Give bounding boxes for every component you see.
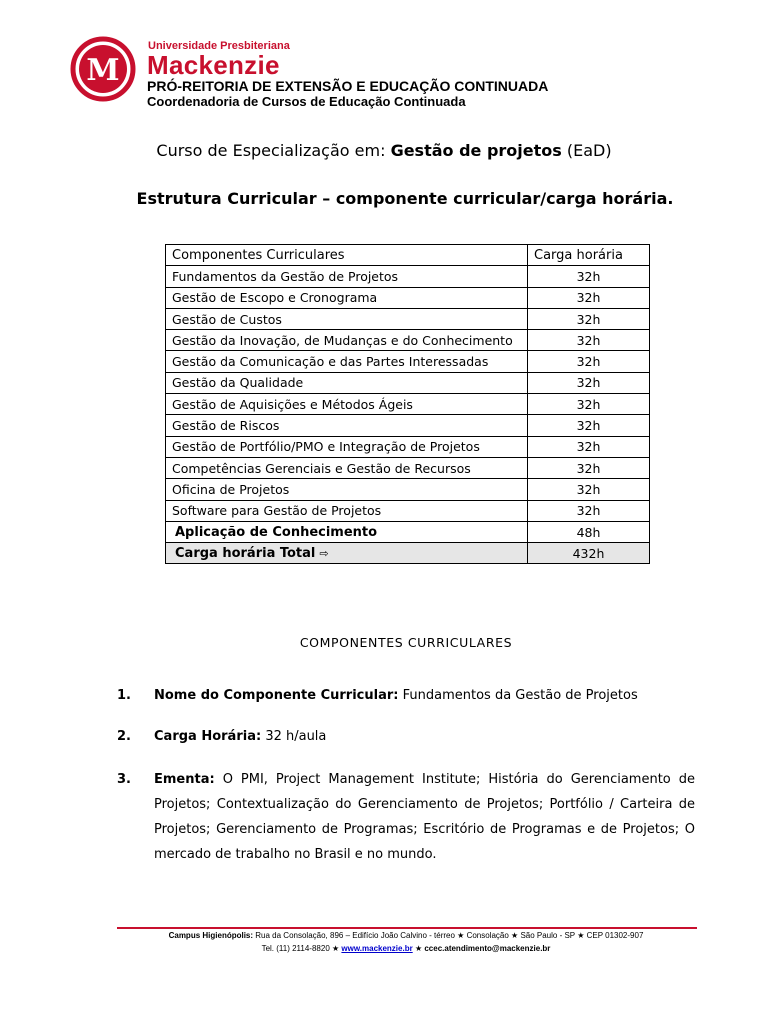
component-hours: 32h [528, 372, 650, 393]
component-name: Gestão da Comunicação e das Partes Interessadas [166, 351, 528, 372]
star-icon: ★ [414, 944, 423, 953]
course-title [0, 141, 768, 160]
component-name: Gestão da Qualidade [166, 372, 528, 393]
university-name: Mackenzie [147, 50, 280, 80]
item-value: 32 h/aula [265, 729, 327, 744]
coordenadoria-subtitle: Coordenadoria de Cursos de Educação Continuada [147, 94, 466, 109]
component-hours: 32h [528, 394, 650, 415]
item-content [154, 729, 326, 744]
footer-email: ccec.atendimento@mackenzie.br [424, 944, 551, 953]
component-name: Software para Gestão de Projetos [166, 500, 528, 521]
item-label: Carga Horária: [154, 729, 262, 744]
component-hours: 32h [528, 415, 650, 436]
table-header-row [166, 245, 650, 266]
component-hours: 32h [528, 500, 650, 521]
table-row [166, 330, 650, 351]
estrutura-title: Estrutura Curricular – componente curricular/carga horária. [136, 189, 674, 208]
header-carga-horaria: Carga horária [528, 245, 650, 266]
item-value: Fundamentos da Gestão de Projetos [402, 688, 638, 703]
component-name: Gestão de Aquisições e Métodos Ágeis [166, 394, 528, 415]
table-row [166, 394, 650, 415]
component-name: Gestão de Riscos [166, 415, 528, 436]
components-heading: COMPONENTES CURRICULARES [299, 635, 513, 650]
aplicacao-name: Aplicação de Conhecimento [166, 521, 528, 542]
component-hours: 32h [528, 308, 650, 329]
component-hours: 32h [528, 436, 650, 457]
footer-contact [0, 944, 768, 953]
footer-address [0, 931, 768, 940]
item-label: Nome do Componente Curricular: [154, 688, 399, 703]
course-suffix: (EaD) [566, 141, 612, 160]
campus-address: Rua da Consolação, 896 – Edifício João Calvino - térreo ★ Consolação ★ São Paulo - SP ★ CEP 01302-907 [255, 931, 644, 940]
item-ementa [154, 767, 695, 867]
table-row [166, 479, 650, 500]
table-row [166, 351, 650, 372]
item-label: Ementa: [154, 772, 215, 787]
curriculum-table [165, 244, 650, 564]
component-name: Competências Gerenciais e Gestão de Recursos [166, 457, 528, 478]
header-componentes: Componentes Curriculares [166, 245, 528, 266]
mackenzie-logo [70, 36, 136, 102]
table-row [166, 436, 650, 457]
component-name: Gestão da Inovação, de Mudanças e do Conhecimento [166, 330, 528, 351]
component-hours: 32h [528, 287, 650, 308]
component-name: Gestão de Custos [166, 308, 528, 329]
table-row [166, 287, 650, 308]
component-hours: 32h [528, 457, 650, 478]
university-small-label: Universidade Presbiteriana [148, 40, 290, 52]
component-hours: 32h [528, 351, 650, 372]
course-prefix: Curso de Especialização em: [156, 141, 386, 160]
table-row [166, 266, 650, 287]
component-hours: 32h [528, 479, 650, 500]
table-row [166, 372, 650, 393]
total-label-cell [166, 543, 528, 564]
footer-divider [117, 927, 697, 929]
aplicacao-hours: 48h [528, 521, 650, 542]
total-label: Carga horária Total [175, 545, 316, 561]
component-name: Oficina de Projetos [166, 479, 528, 500]
website-link[interactable]: www.mackenzie.br [341, 944, 413, 953]
footer-tel: Tel. (11) 2114-8820 ★ [261, 944, 340, 953]
item-content [154, 688, 638, 703]
campus-label: Campus Higienópolis: [168, 931, 254, 940]
table-row [166, 308, 650, 329]
table-row [166, 457, 650, 478]
component-hours: 32h [528, 330, 650, 351]
total-row [166, 543, 650, 564]
item-number: 3. [117, 772, 131, 787]
component-hours: 32h [528, 266, 650, 287]
logo-letter: M [86, 53, 120, 88]
item-number: 1. [117, 688, 131, 703]
course-name: Gestão de projetos [390, 141, 562, 160]
total-hours: 432h [528, 543, 650, 564]
aplicacao-row [166, 521, 650, 542]
arrow-right-icon: ⇨ [319, 546, 329, 560]
item-value: O PMI, Project Management Institute; História do Gerenciamento de Projetos; Contextualização do Gerenciamento de Projetos; Portfólio / Carteira de Projetos; Gerenciamento de Programas; Escritório de Programas e de Projetos; O mercado de trabalho no Brasil e no mundo. [154, 772, 695, 862]
pro-reitoria-title: PRÓ-REITORIA DE EXTENSÃO E EDUCAÇÃO CONTINUADA [147, 78, 549, 94]
component-name: Fundamentos da Gestão de Projetos [166, 266, 528, 287]
component-name: Gestão de Portfólio/PMO e Integração de Projetos [166, 436, 528, 457]
item-number: 2. [117, 729, 131, 744]
component-name: Gestão de Escopo e Cronograma [166, 287, 528, 308]
table-row [166, 415, 650, 436]
table-row [166, 500, 650, 521]
